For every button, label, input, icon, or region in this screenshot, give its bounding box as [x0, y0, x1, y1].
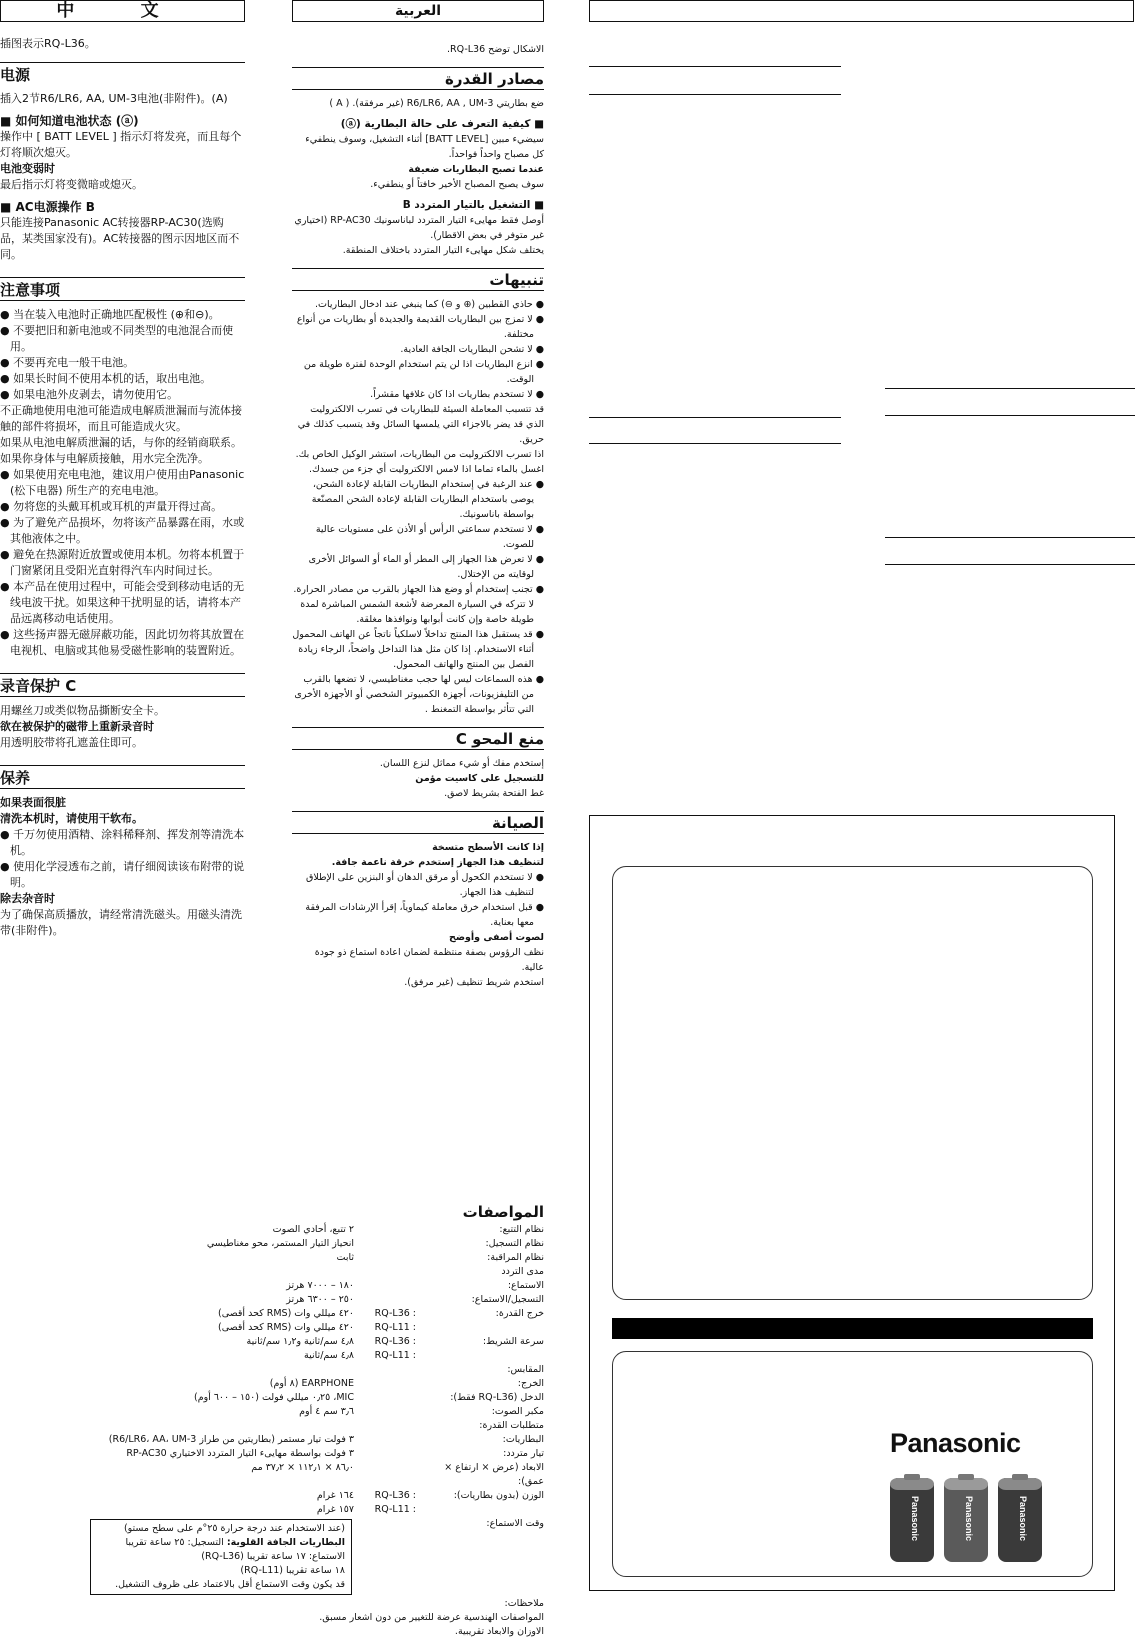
zh-maint-title: 保养: [0, 770, 245, 789]
ar-maint-title: الصيانة: [292, 816, 544, 834]
chinese-column: [0, 0, 245, 939]
list-item: ● لا تمزج بين البطاريات القديمة والجديدة أو بطاريات من أنواع مختلفة.: [296, 314, 544, 340]
ar-maint-text: نظف الرؤوس بصفة منتظمة لضمان اعادة استماع ذو جودة عالية.: [314, 947, 544, 973]
ar-protect-text1: إستخدم مفك أو شيء مماثل لنزع اللسان.: [379, 758, 544, 769]
list-item: ● 本产品在使用过程中，可能会受到移动电话的无线电波干扰。如果这种干扰明显的话，请将本产品远离移动电话使用。: [0, 580, 245, 625]
specs-title: المواصفات: [462, 1203, 544, 1221]
ar-maint-list: [292, 870, 544, 930]
specifications: [90, 1205, 544, 1639]
zh-maint-list: [0, 827, 245, 891]
table-row: الوزن (بدون بطاريات): RQ-L36 : ١٦٤ غرام: [316, 1490, 544, 1501]
list-item: ● 不要把旧和新电池或不同类型的电池混合而使用。: [0, 324, 234, 353]
divider: [885, 537, 1135, 538]
table-row: التسجيل/الاستماع: ٢٥٠ – ٦٣٠٠ هرتز: [286, 1294, 544, 1305]
zh-power-title: 电源: [0, 66, 31, 84]
svg-text:Panasonic: Panasonic: [910, 1496, 920, 1542]
ar-maint-sub2: لتنظيف هذا الجهاز إستخدم خرقة ناعمة جافة.: [331, 857, 544, 868]
ar-protect-title: منع المحو C: [292, 732, 544, 750]
zh-maint-text: 为了确保高质播放，请经常清洗磁头。用磁头清洗带(非附件)。: [0, 908, 242, 937]
playtime-label: وقت الاستماع:: [486, 1518, 544, 1529]
list-item: ● 如果使用充电电池，建议用户使用由Panasonic (松下电器) 所生产的充电电池。: [0, 468, 245, 497]
ar-cautions-list2: [292, 477, 544, 717]
list-item: ● تجنب إستخدام أو وضع هذا الجهاز بالقرب من مصادر الحرارة. لا تتركه في السيارة المعرضة لأشعة الشمس المباشرة لمدة طويلة خاصة وإن كانت أبوابها ونوافذها مغلقة.: [293, 584, 544, 625]
ar-maint-sub3: لصوت أصفى وأوضح: [448, 932, 544, 943]
zh-protect-text1: 用螺丝刀或类似物品撕断安全卡。: [0, 704, 165, 717]
divider: [589, 417, 841, 418]
zh-power-text: 插入2节R6/LR6, AA, UM-3电池(非附件)。(A): [0, 92, 228, 105]
svg-text:Panasonic: Panasonic: [1018, 1496, 1028, 1542]
playtime-box: (عند الاستخدام عند درجة حرارة ٢٥°م على سطح مستو) البطاريات الجافة القلوية: التسجيل: ٢٥ ساعة تقريبا الاستماع: ١٧ ساعة تقريبا (RQ-L36) ١٨ ساعة تقريبا (RQ-L11) قد يكون وقت الاستماع أقل بالاعتماد على ظروف التشغيل.: [90, 1519, 352, 1595]
table-row: خرج القدرة: RQ-L36 : ٤٢٠ ميللي وات (RMS كحد أقصى): [218, 1308, 544, 1319]
blank-panel: [612, 866, 1093, 1300]
table-row: الخرج: EARPHONE (٨ أوم): [269, 1378, 544, 1389]
list-item: ● 勿将您的头戴耳机或耳机的声量开得过高。: [0, 500, 223, 513]
zh-cautions-note1: 不正确地使用电池可能造成电解质泄漏而与流体接触的部件将损坏，而且可能造成火灾。: [0, 404, 242, 433]
zh-protect-sub: 欲在被保护的磁带上重新录音时: [0, 720, 154, 733]
zh-protect-text2: 用透明胶带将孔遮盖住即可。: [0, 736, 143, 749]
zh-cautions-note3: 如果你身体与电解质接触，用水完全洗净。: [0, 452, 209, 465]
black-bar: [612, 1318, 1093, 1339]
ar-intro: الاشكال توضح RQ-L36.: [446, 44, 544, 55]
zh-maint-sub3: 除去杂音时: [0, 892, 55, 905]
note-item: المواصفات الهندسية عرضة للتغيير من دون اشعار مسبق.: [319, 1612, 544, 1623]
ar-weak-sub: عندما تصبح البطاريات ضعيفة: [408, 164, 544, 175]
list-item: ● حاذي القطبين (⊕ و ⊖) كما ينبغي عند ادخال البطاريات.: [315, 299, 544, 310]
list-item: ● 不要再充电一般干电池。: [0, 356, 135, 369]
panasonic-logo: Panasonic: [890, 1428, 1021, 1458]
list-item: ● لا تشحن البطاريات الجافة العادية.: [400, 344, 544, 355]
ar-power-title: مصادر القدرة: [292, 72, 544, 90]
battery-icon: [890, 1474, 934, 1562]
list-item: ● قبل استخدام خرق معاملة كيماوياً، إقرأ الإرشادات المرفقة معها بعناية.: [305, 902, 544, 928]
list-item: ● 避免在热源附近放置或使用本机。勿将本机置于门窗紧闭且受阳光直射得汽车内时间过长。: [0, 548, 245, 577]
ar-battery-text: سيضيء مبين [BATT LEVEL] أثناء التشغيل، وسوف ينطفيء كل مصباح واحداً فواحداً.: [305, 134, 544, 160]
ar-protect-sub: للتسجيل على كاسيت مؤمن: [415, 773, 544, 784]
ar-cautions-note2: اذا تسرب الالكتروليت من البطاريات، استشر الوكيل الخاص بك.: [295, 449, 544, 460]
ar-ac-sub: ■ التشغيل بالتيار المتردد B: [402, 199, 544, 211]
list-item: ● 使用化学浸透布之前，请仔细阅读该布附带的说明。: [0, 860, 245, 889]
table-row: البطاريات: ٣ فولت تيار مستمر (بطاريتين من طراز R6/LR6، AA، UM-3): [108, 1434, 544, 1445]
list-item: ● انزع البطاريات اذا لن يتم استخدام الوحدة لفترة طويلة من الوقت.: [303, 359, 544, 385]
table-row: نظام التسجيل: انحياز التيار المستمر، محو مغناطيسي: [206, 1238, 544, 1249]
zh-maint-sub2: 清洗本机时，请使用干软布。: [0, 812, 143, 825]
chinese-header: 中 文: [0, 0, 245, 22]
ar-ac-text: أوصل فقط مهايىء التيار المتردد لباناسونيك RP-AC30 (اختياري غير متوفر في بعض الاقطار).: [294, 215, 544, 241]
list-item: ● 千万勿使用酒精、涂料稀释剂、挥发剂等清洗本机。: [0, 828, 245, 857]
table-row: RQ-L11 : ٤٫٨ سم/ثانية: [304, 1350, 416, 1361]
arabic-column: [292, 0, 544, 990]
zh-battery-sub: ■ 如何知道电池状态 (ⓐ): [0, 114, 139, 128]
table-row: المقابس:: [507, 1364, 544, 1375]
list-item: ● 如果电池外皮剥去，请勿使用它。: [0, 388, 179, 401]
zh-cautions-title: 注意事项: [0, 282, 245, 301]
ar-cautions-title: تنبيهات: [292, 273, 544, 291]
table-row: الاستماع: ١٨٠ – ٧٠٠٠ هرتز: [286, 1280, 544, 1291]
zh-weak-text: 最后指示灯将变微暗或熄灭。: [0, 178, 143, 191]
table-row: RQ-L11 : ٤٢٠ ميللي وات (RMS كحد أقصى): [218, 1322, 416, 1333]
playtime-row: [90, 1517, 544, 1597]
table-row: تيار متردد: ٣ فولت بواسطة مهايىء التيار المتردد الاختياري RP-AC30: [126, 1448, 544, 1459]
list-item: ● 如果长时间不使用本机的话，取出电池。: [0, 372, 212, 385]
zh-intro: 插图表示RQ-L36。: [0, 37, 96, 50]
zh-ac-text: 只能连接Panasonic AC转接器RP-AC30(选购品，某类国家没有)。AC转接器的图示因地区而不同。: [0, 216, 240, 261]
ar-maint-text2: استخدم شريط تنظيف (غير مرفق).: [404, 977, 544, 988]
table-row: متطلبات القدرة:: [479, 1420, 544, 1431]
divider: [885, 564, 1135, 565]
zh-battery-text: 操作中 [ BATT LEVEL ] 指示灯将发亮，而且每个灯将顺次熄灭。: [0, 130, 242, 159]
notes-label: ملاحظات:: [504, 1598, 544, 1609]
zh-cautions-list2: [0, 467, 245, 659]
zh-cautions-list: [0, 307, 245, 403]
ar-weak-text: سوف يصبح المصباح الأخير خافتاً أو ينطفيء.: [370, 179, 544, 190]
note-item: الاوزان والابعاد تقريبية.: [454, 1626, 544, 1637]
table-row: RQ-L11 : ١٥٧ غرام: [316, 1504, 416, 1515]
divider: [885, 388, 1135, 389]
ar-protect-text2: غط الفتحة بشريط لاصق.: [444, 788, 544, 799]
list-item: ● عند الرغبة في إستخدام البطاريات القابلة لإعادة الشحن، يوصى باستخدام البطاريات القابلة لإعادة الشحن المصنّعة بواسطة باناسونيك.: [311, 479, 544, 520]
ar-ac-text2: يختلف شكل مهايىء التيار المتردد باختلاف المنطقة.: [342, 245, 544, 256]
divider: [589, 94, 841, 95]
list-item: ● لا تستخدم سماعتي الرأس أو الأذن على مستويات عالية للصوت.: [315, 524, 544, 550]
zh-weak-sub: 电池变弱时: [0, 162, 55, 175]
table-row: نظام التتبع: ٢ تتبع، أحادي الصوت: [272, 1224, 544, 1235]
battery-icon: [944, 1474, 988, 1562]
ar-cautions-note3: اغسل بالماء تماما اذا لامس الالكتروليت أي جزء من جسدك.: [308, 464, 544, 475]
right-header-box: [589, 0, 1134, 22]
list-item: ● لا تستخدم الكحول أو مرقق الدهان أو البنزين على الإطلاق لتنظيف هذا الجهاز.: [305, 872, 544, 898]
table-row: مدى التردد: [501, 1266, 544, 1277]
table-row: سرعة الشريط: RQ-L36 : ٤٫٨ سم/ثانية و١٫٢ سم/ثانية: [246, 1336, 544, 1347]
battery-icon: [998, 1474, 1042, 1562]
list-item: ● قد يستقبل هذا المنتج تداخلاً لاسلكياً ناتجاً عن الهاتف المحمول أثناء الاستخدام. إذا كان مثل هذا التداخل واضحاً، الرجاء زيادة الفصل بين المنتج والهاتف المحمول.: [292, 629, 544, 670]
ar-battery-sub: ■ كيفية التعرف على حالة البطارية (ⓐ): [340, 118, 544, 130]
list-item: ● لا تستخدم بطاريات اذا كان غلافها مقشراً.: [370, 389, 544, 400]
svg-text:Panasonic: Panasonic: [964, 1496, 974, 1542]
divider: [589, 443, 841, 444]
batteries-image: [888, 1474, 1048, 1566]
zh-protect-title: 录音保护 C: [0, 678, 245, 697]
table-row: الدخل (RQ-L36 فقط): MIC، ٠٫٢٥ ميللي فولت (١٥٠ – ٦٠٠ أوم): [193, 1392, 544, 1403]
list-item: ● 为了避免产品损坏，勿将该产品暴露在雨，水或其他液体之中。: [0, 516, 245, 545]
divider: [589, 66, 841, 67]
ar-cautions-list: [292, 297, 544, 402]
divider: [885, 415, 1135, 416]
zh-maint-sub1: 如果表面很脏: [0, 796, 66, 809]
ar-maint-sub1: إذا كانت الأسطح متسخة: [432, 842, 544, 853]
zh-ac-sub: ■ AC电源操作 B: [0, 200, 95, 214]
list-item: ● لا تعرض هذا الجهاز إلى المطر أو الماء أو السوائل الأخرى لوقايته من الإختلال.: [308, 554, 544, 580]
list-item: ● هذه السماعات ليس لها حجب مغناطيسي، لا تضعها بالقرب من التليفزيونات، أجهزة الكمبيوتر الشخصي أو الأجهزة الأخرى التي تتأثر بواسطة التمغنط .: [294, 674, 544, 715]
list-item: ● 当在装入电池时正确地匹配极性 (⊕和⊖)。: [0, 308, 220, 321]
specs-table: [90, 1223, 544, 1517]
ar-cautions-note1: قد تتسبب المعاملة السيئة للبطاريات في تسرب الالكتروليت الذي قد يضر بالاجزاء التي يلمسها السائل وقد يتسبب كذلك في حريق.: [297, 404, 544, 445]
table-row: نظام المراقبة: ثابت: [336, 1252, 544, 1263]
table-row: الابعاد (عرض × ارتفاع × عمق): ٨٦٫٠ × ١١٢٫١ × ٣٧٫٢ مم: [251, 1462, 544, 1487]
zh-cautions-note2: 如果从电池电解质泄漏的话，与你的经销商联系。: [0, 436, 242, 449]
list-item: ● 这些扬声器无磁屏蔽功能，因此切勿将其放置在电视机、电脑或其他易受磁性影响的装置附近。: [0, 628, 245, 657]
ar-power-text: ضع بطاريتي R6/LR6, AA , UM-3 (غير مرفقة). ( A ): [329, 98, 544, 109]
table-row: مكبر الصوت: ٣٫٦ سم ٤ أوم: [299, 1406, 544, 1417]
arabic-header: العربية: [292, 0, 544, 22]
